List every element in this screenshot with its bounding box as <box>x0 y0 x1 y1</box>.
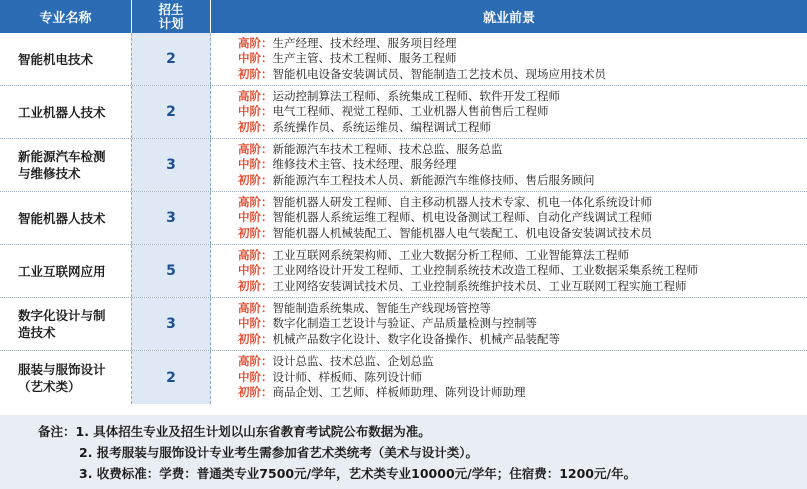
level-mid-label: 中阶： <box>238 51 273 66</box>
plan-count: 3 <box>131 298 211 350</box>
prospects <box>211 33 807 85</box>
level-high-label: 高阶： <box>238 300 273 315</box>
major-name-line2: 与维修技术 <box>18 166 81 181</box>
major-name <box>0 192 131 244</box>
level-low-label: 初阶： <box>238 119 273 134</box>
major-name-line1: 工业机器人技术 <box>18 104 106 120</box>
header-plan-line2: 计划 <box>158 15 184 31</box>
major-name-line1: 新能源汽车检测 <box>18 149 106 164</box>
major-name-line1: 工业互联网应用 <box>18 263 106 279</box>
level-high-label: 高阶： <box>238 35 273 50</box>
level-mid-label: 中阶： <box>238 316 273 331</box>
plan-count: 2 <box>131 351 211 404</box>
plan-count: 3 <box>131 192 211 244</box>
level-high-label: 高阶： <box>238 247 273 262</box>
level-low-label: 初阶： <box>238 331 273 346</box>
table-row <box>0 245 807 298</box>
table-row <box>0 192 807 245</box>
note-line: 备注：1. 具体招生专业及招生计划以山东省教育考试院公布数据为准。 <box>38 424 431 439</box>
level-mid-label: 中阶： <box>238 369 273 384</box>
prospects <box>211 351 807 404</box>
level-high-label: 高阶： <box>238 88 273 103</box>
level-high-label: 高阶： <box>238 141 273 156</box>
note-line: 2. 报考服装与服饰设计专业考生需参加省艺术类统考（美术与设计类）。 <box>79 445 479 460</box>
plan-count: 2 <box>131 33 211 85</box>
table-row <box>0 33 807 86</box>
major-name <box>0 351 131 404</box>
level-high-label: 高阶： <box>238 354 273 369</box>
prospects <box>211 86 807 138</box>
table-row <box>0 298 807 351</box>
major-name <box>0 139 131 191</box>
prospects <box>211 298 807 350</box>
level-mid-text: 工业网络设计开发工程师、工业控制系统技术改造工程师、工业数据采集系统工程师 <box>272 263 698 278</box>
level-low-label: 初阶： <box>238 385 273 400</box>
level-high-text: 工业互联网系统架构师、工业大数据分析工程师、工业智能算法工程师 <box>272 247 629 262</box>
level-mid-text: 设计师、样板师、陈列设计师 <box>272 369 422 384</box>
major-name-line1: 智能机电技术 <box>18 51 94 67</box>
major-name-line2: 造技术 <box>18 325 56 340</box>
level-mid-text: 生产主管、技术工程师、服务工程师 <box>272 51 457 66</box>
level-high-text: 智能机器人研发工程师、自主移动机器人技术专家、机电一体化系统设计师 <box>272 194 652 209</box>
major-name <box>0 33 131 85</box>
table-header <box>0 0 807 33</box>
header-plan-line1: 招生 <box>158 1 184 17</box>
header-prospects: 就业前景 <box>482 11 535 26</box>
major-name-line2: （艺术类） <box>18 378 81 394</box>
table-row <box>0 351 807 404</box>
level-mid-text: 维修技术主管、技术经理、服务经理 <box>272 157 457 172</box>
prospects <box>211 245 807 297</box>
level-low-text: 商品企划、工艺师、样板师助理、陈列设计师助理 <box>272 385 526 400</box>
major-name <box>0 86 131 138</box>
level-high-text: 运动控制算法工程师、系统集成工程师、软件开发工程师 <box>272 88 560 103</box>
major-name-line1: 服装与服饰设计 <box>18 361 106 377</box>
level-mid-label: 中阶： <box>238 210 273 225</box>
level-high-text: 新能源汽车技术工程师、技术总监、服务总监 <box>272 141 503 156</box>
level-low-label: 初阶： <box>238 66 273 81</box>
level-high-label: 高阶： <box>238 194 273 209</box>
level-low-text: 工业网络安装调试技术员、工业控制系统维护技术员、工业互联网工程实施工程师 <box>272 278 687 293</box>
header-major-name: 专业名称 <box>39 11 92 26</box>
level-mid-text: 电气工程师、视觉工程师、工业机器人售前售后工程师 <box>272 104 549 119</box>
level-high-text: 智能制造系统集成、智能生产线现场管控等 <box>272 300 491 315</box>
level-mid-text: 智能机器人系统运维工程师、机电设备测试工程师、自动化产线调试工程师 <box>272 210 652 225</box>
table-row <box>0 139 807 192</box>
prospects <box>211 139 807 191</box>
header-plan <box>131 0 211 33</box>
plan-count: 5 <box>131 245 211 297</box>
note-line: 3. 收费标准：学费：普通类专业7500元/学年，艺术类专业10000元/学年；住宿费：1200元/年。 <box>79 466 637 481</box>
level-low-text: 机械产品数字化设计、数字化设备操作、机械产品装配等 <box>272 331 560 346</box>
level-mid-label: 中阶： <box>238 157 273 172</box>
level-high-text: 设计总监、技术总监、企划总监 <box>272 354 434 369</box>
level-low-text: 智能机器人机械装配工、智能机器人电气装配工、机电设备安装调试技术员 <box>272 225 652 240</box>
major-name <box>0 298 131 350</box>
level-low-label: 初阶： <box>238 172 273 187</box>
major-name-line1: 智能机器人技术 <box>18 210 106 226</box>
plan-count: 2 <box>131 86 211 138</box>
level-high-text: 生产经理、技术经理、服务项目经理 <box>272 35 457 50</box>
prospects <box>211 192 807 244</box>
level-low-label: 初阶： <box>238 278 273 293</box>
major-name-line1: 数字化设计与制 <box>18 308 106 323</box>
level-low-label: 初阶： <box>238 225 273 240</box>
level-mid-text: 数字化制造工艺设计与验证、产品质量检测与控制等 <box>272 316 537 331</box>
level-mid-label: 中阶： <box>238 104 273 119</box>
level-low-text: 智能机电设备安装调试员、智能制造工艺技术员、现场应用技术员 <box>272 66 606 81</box>
notes-section <box>0 415 807 489</box>
major-name <box>0 245 131 297</box>
table-row <box>0 86 807 139</box>
level-mid-label: 中阶： <box>238 263 273 278</box>
level-low-text: 系统操作员、系统运维员、编程调试工程师 <box>272 119 491 134</box>
level-low-text: 新能源汽车工程技术人员、新能源汽车维修技师、售后服务顾问 <box>272 172 595 187</box>
plan-count: 3 <box>131 139 211 191</box>
